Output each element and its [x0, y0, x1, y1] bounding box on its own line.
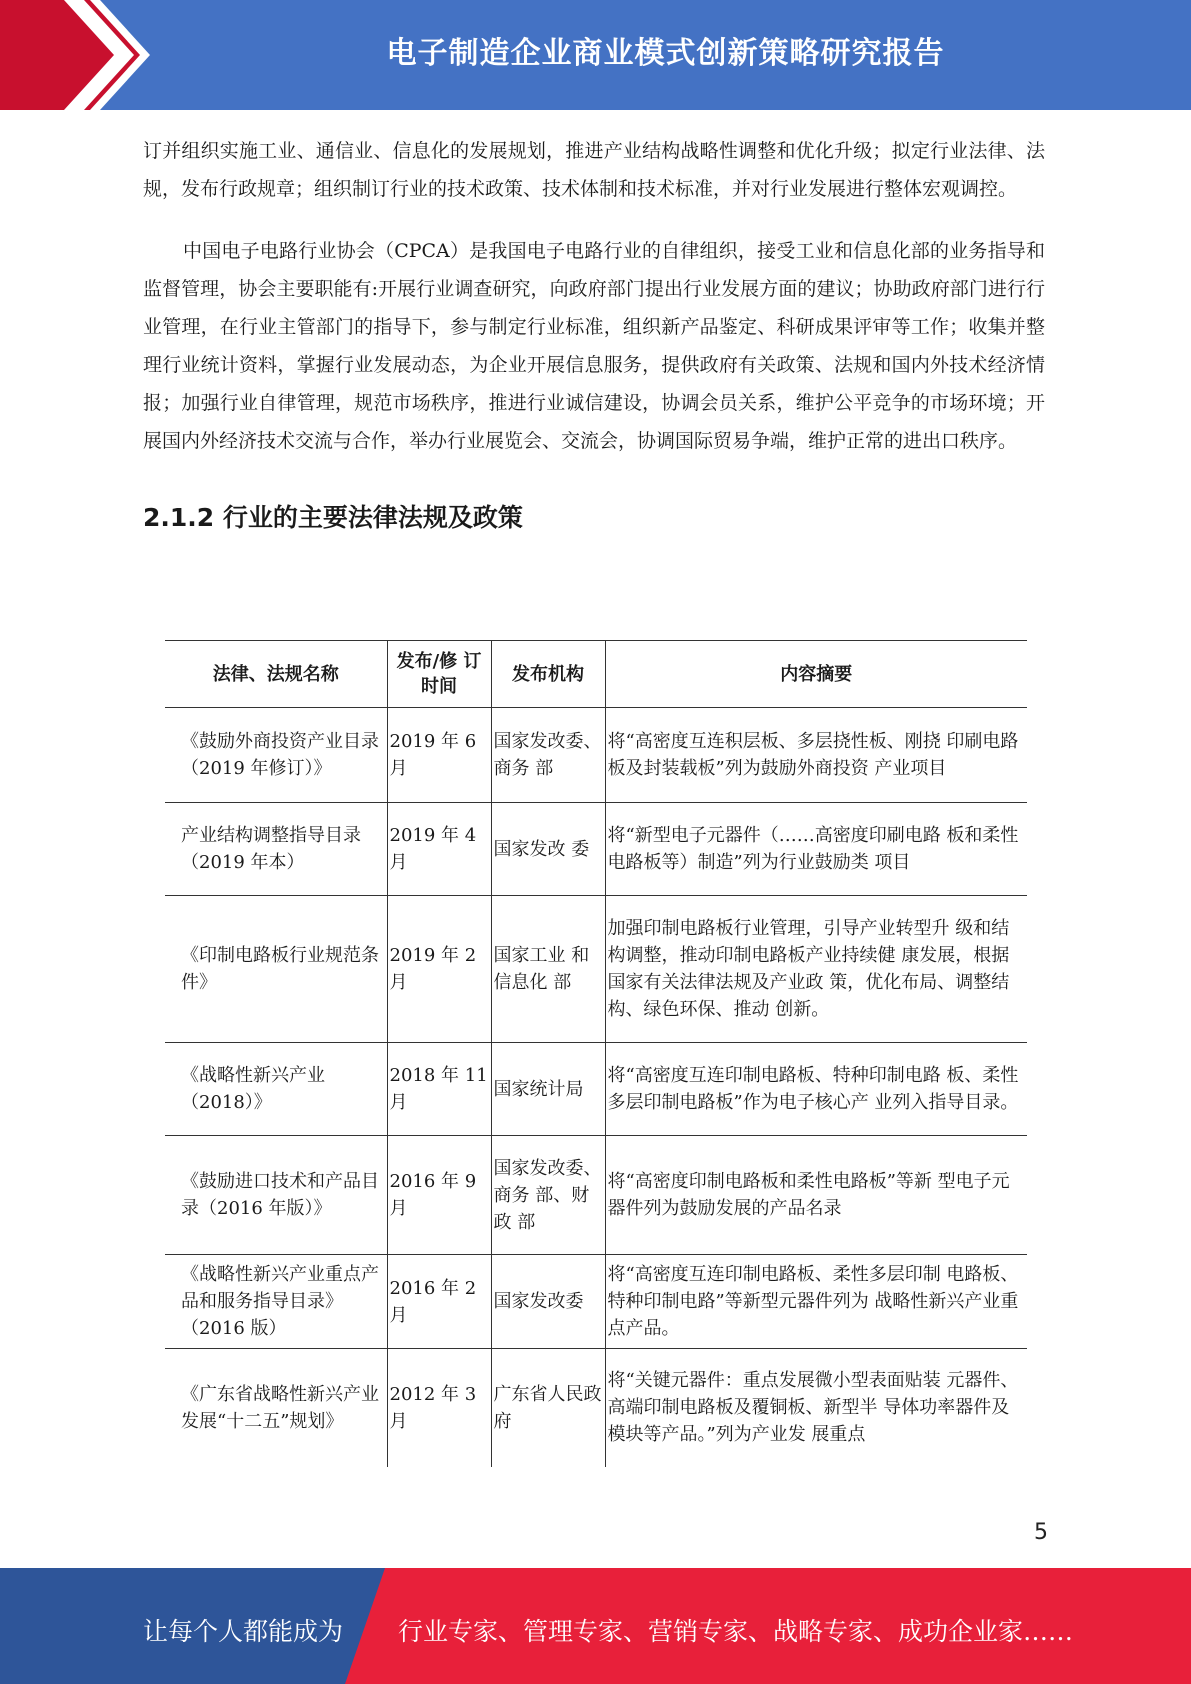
cell-date: 2018 年 11 月	[387, 1043, 491, 1136]
cell-date: 2016 年 9 月	[387, 1136, 491, 1255]
cell-name: 《鼓励进口技术和产品目录（2016 年版）》	[165, 1136, 387, 1255]
cell-summary: 将“高密度互连积层板、多层挠性板、刚挠 印刷电路板及封装载板”列为鼓励外商投资 产业项目	[605, 708, 1027, 803]
column-header-date: 发布/修 订时间	[387, 641, 491, 708]
cell-name: 《鼓励外商投资产业目录（2019 年修订）》	[165, 708, 387, 803]
cell-name: 《广东省战略性新兴产业发展“十二五”规划》	[181, 1383, 379, 1432]
table-row	[165, 1349, 1027, 1467]
page-footer	[0, 1568, 1191, 1684]
cell-date: 2019 年 4 月	[387, 803, 491, 896]
regulations-table	[165, 640, 1027, 1467]
page-number: 5	[1034, 1520, 1048, 1545]
column-header-agency: 发布机构	[491, 641, 605, 708]
cell-name: 《战略性新兴产业（2018）》	[165, 1043, 387, 1136]
cell-summary: 将“新型电子元器件（……高密度印刷电路 板和柔性电路板等）制造”列为行业鼓励类 项目	[605, 803, 1027, 896]
cell-summary: 加强印制电路板行业管理，引导产业转型升 级和结构调整，推动印制电路板产业持续健 康发展，根据国家有关法律法规及产业政 策，优化布局、调整结构、绿色环保、推动 创新。	[605, 896, 1027, 1043]
table-row	[165, 1136, 1027, 1255]
cell-name: 产业结构调整指导目录（2019 年本）	[165, 803, 387, 896]
page-content	[143, 132, 1045, 534]
cell-agency: 国家工业 和信息化 部	[491, 896, 605, 1043]
table-row	[165, 1043, 1027, 1136]
table-row	[165, 803, 1027, 896]
section-heading: 2.1.2 行业的主要法律法规及政策	[143, 503, 523, 532]
column-header-summary: 内容摘要	[605, 641, 1027, 708]
footer-slogan-right: 行业专家、管理专家、营销专家、战略专家、成功企业家……	[398, 1617, 1074, 1646]
cell-name: 《印制电路板行业规范条件》	[165, 896, 387, 1043]
paragraph-cpca: 中国电子电路行业协会（CPCA）是我国电子电路行业的自律组织，接受工业和信息化部的业务指导和监督管理，协会主要职能有:开展行业调查研究，向政府部门提出行业发展方面的建议；协助政府部门进行行业管理，在行业主管部门的指导下，参与制定行业标准，组织新产品鉴定、科研成果评审等工作；收集并整理行业统计资料，掌握行业发展动态，为企业开展信息服务，提供政府有关政策、法规和国内外技术经济情报；加强行业自律管理，规范市场秩序，推进行业诚信建设，协调会员关系，维护公平竞争的市场环境；开展国内外经济技术交流与合作，举办行业展览会、交流会，协调国际贸易争端，维护正常的进出口秩序。	[143, 240, 1045, 452]
table-row	[165, 896, 1027, 1043]
paragraph-continuation: 订并组织实施工业、通信业、信息化的发展规划，推进产业结构战略性调整和优化升级；拟定行业法律、法规，发布行政规章；组织制订行业的技术政策、技术体制和技术标准，并对行业发展进行整体宏观调控。	[143, 140, 1045, 200]
cell-summary: 将“关键元器件：重点发展微小型表面贴装 元器件、高端印制电路板及覆铜板、新型半 导体功率器件及模块等产品。”列为产业发 展重点	[605, 1349, 1027, 1467]
cell-summary: 将“高密度印制电路板和柔性电路板”等新 型电子元器件列为鼓励发展的产品名录	[605, 1136, 1027, 1255]
cell-agency: 国家发改 委	[491, 803, 605, 896]
cell-agency: 国家发改委	[491, 1255, 605, 1349]
header-chevron-decoration	[0, 0, 200, 110]
cell-name: 《战略性新兴产业重点产品和服务指导目录》（2016 版）	[165, 1255, 387, 1349]
cell-agency: 国家发改委、商务 部	[491, 708, 605, 803]
cell-summary: 将“高密度互连印制电路板、柔性多层印制 电路板、特种印制电路”等新型元器件列为 战略性新兴产业重点产品。	[605, 1255, 1027, 1349]
table-row	[165, 708, 1027, 803]
column-header-name: 法律、法规名称	[165, 641, 387, 708]
cell-agency: 国家统计局	[491, 1043, 605, 1136]
cell-date: 2019 年 6 月	[387, 708, 491, 803]
report-title: 电子制造企业商业模式创新策略研究报告	[386, 36, 945, 71]
cell-summary: 将“高密度互连印制电路板、特种印制电路 板、柔性多层印制电路板”作为电子核心产 业列入指导目录。	[605, 1043, 1027, 1136]
cell-agency: 国家发改委、商务 部、财政 部	[491, 1136, 605, 1255]
page-header	[0, 0, 1191, 110]
cell-date: 2012 年 3 月	[387, 1349, 491, 1467]
footer-slogan-left: 让每个人都能成为	[143, 1617, 344, 1646]
table-header-row	[165, 641, 1027, 708]
cell-date: 2019 年 2 月	[387, 896, 491, 1043]
table-row	[165, 1255, 1027, 1349]
cell-agency: 广东省人民政府	[491, 1349, 605, 1467]
cell-date: 2016 年 2 月	[387, 1255, 491, 1349]
